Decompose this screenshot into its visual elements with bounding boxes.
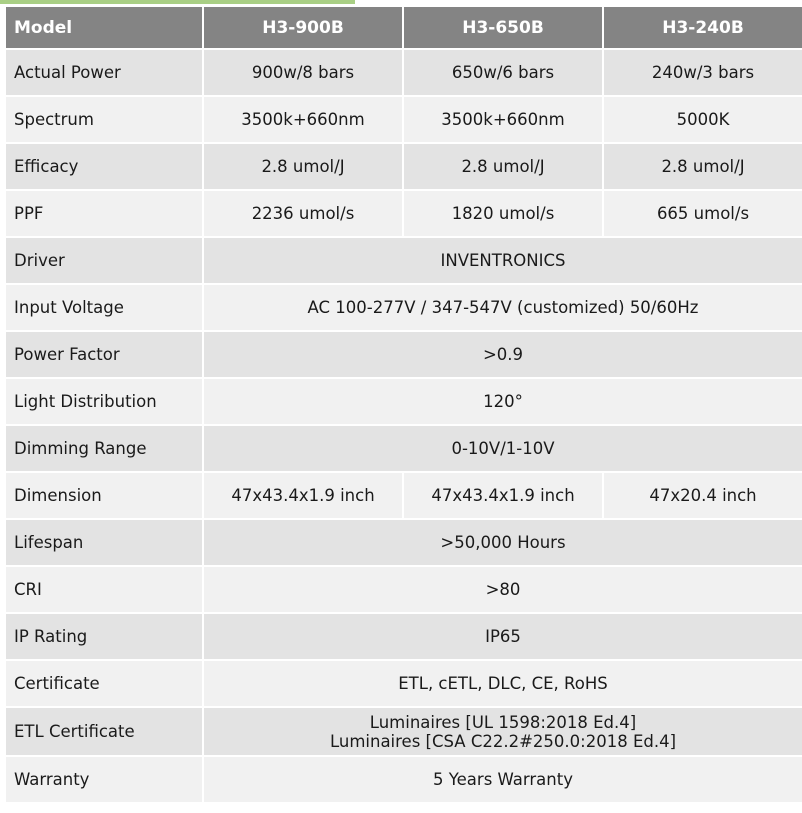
row-dimension [6,473,802,518]
cell-value: 0-10V/1-10V [204,426,802,471]
cell-value: 5000K [604,97,802,142]
row-label: Light Distribution [6,379,202,424]
etl-line-1: Luminaires [UL 1598:2018 Ed.4] [369,712,637,732]
row-cri [6,567,802,612]
cell-value: 120° [204,379,802,424]
cell-value-multiline [204,708,802,755]
cell-value: 240w/3 bars [604,50,802,95]
cell-value: 47x43.4x1.9 inch [404,473,602,518]
spec-table [4,5,802,804]
row-label: Spectrum [6,97,202,142]
cell-value: 47x43.4x1.9 inch [204,473,402,518]
header-row [6,7,802,48]
cell-value: 2236 umol/s [204,191,402,236]
cell-value: 2.8 umol/J [204,144,402,189]
row-certificate [6,661,802,706]
row-ip-rating [6,614,802,659]
cell-value: >80 [204,567,802,612]
row-label: Power Factor [6,332,202,377]
header-model: Model [6,7,202,48]
cell-value: 2.8 umol/J [604,144,802,189]
row-driver [6,238,802,283]
cell-value: 900w/8 bars [204,50,402,95]
row-label: Warranty [6,757,202,802]
row-etl-certificate [6,708,802,755]
cell-value: IP65 [204,614,802,659]
cell-value: 47x20.4 inch [604,473,802,518]
top-accent-bar [0,0,355,4]
row-power-factor [6,332,802,377]
cell-value: 5 Years Warranty [204,757,802,802]
cell-value: 3500k+660nm [404,97,602,142]
row-efficacy [6,144,802,189]
cell-value: >50,000 Hours [204,520,802,565]
row-label: IP Rating [6,614,202,659]
row-label: PPF [6,191,202,236]
row-spectrum [6,97,802,142]
cell-value: >0.9 [204,332,802,377]
row-label: Actual Power [6,50,202,95]
row-label: ETL Certificate [6,708,202,755]
row-label: Efficacy [6,144,202,189]
row-label: Driver [6,238,202,283]
row-label: Dimming Range [6,426,202,471]
row-label: Lifespan [6,520,202,565]
cell-value: AC 100-277V / 347-547V (customized) 50/60Hz [204,285,802,330]
row-light-distribution [6,379,802,424]
row-label: Dimension [6,473,202,518]
cell-value: 3500k+660nm [204,97,402,142]
row-input-voltage [6,285,802,330]
cell-value: 1820 umol/s [404,191,602,236]
cell-value: 2.8 umol/J [404,144,602,189]
header-h3-900b: H3-900B [204,7,402,48]
header-h3-240b: H3-240B [604,7,802,48]
row-label: CRI [6,567,202,612]
cell-value: INVENTRONICS [204,238,802,283]
row-lifespan [6,520,802,565]
header-h3-650b: H3-650B [404,7,602,48]
row-label: Input Voltage [6,285,202,330]
cell-value: ETL, cETL, DLC, CE, RoHS [204,661,802,706]
cell-value: 665 umol/s [604,191,802,236]
row-warranty [6,757,802,802]
row-actual-power [6,50,802,95]
etl-line-2: Luminaires [CSA C22.2#250.0:2018 Ed.4] [329,731,677,751]
row-dimming-range [6,426,802,471]
cell-value: 650w/6 bars [404,50,602,95]
row-ppf [6,191,802,236]
row-label: Certificate [6,661,202,706]
